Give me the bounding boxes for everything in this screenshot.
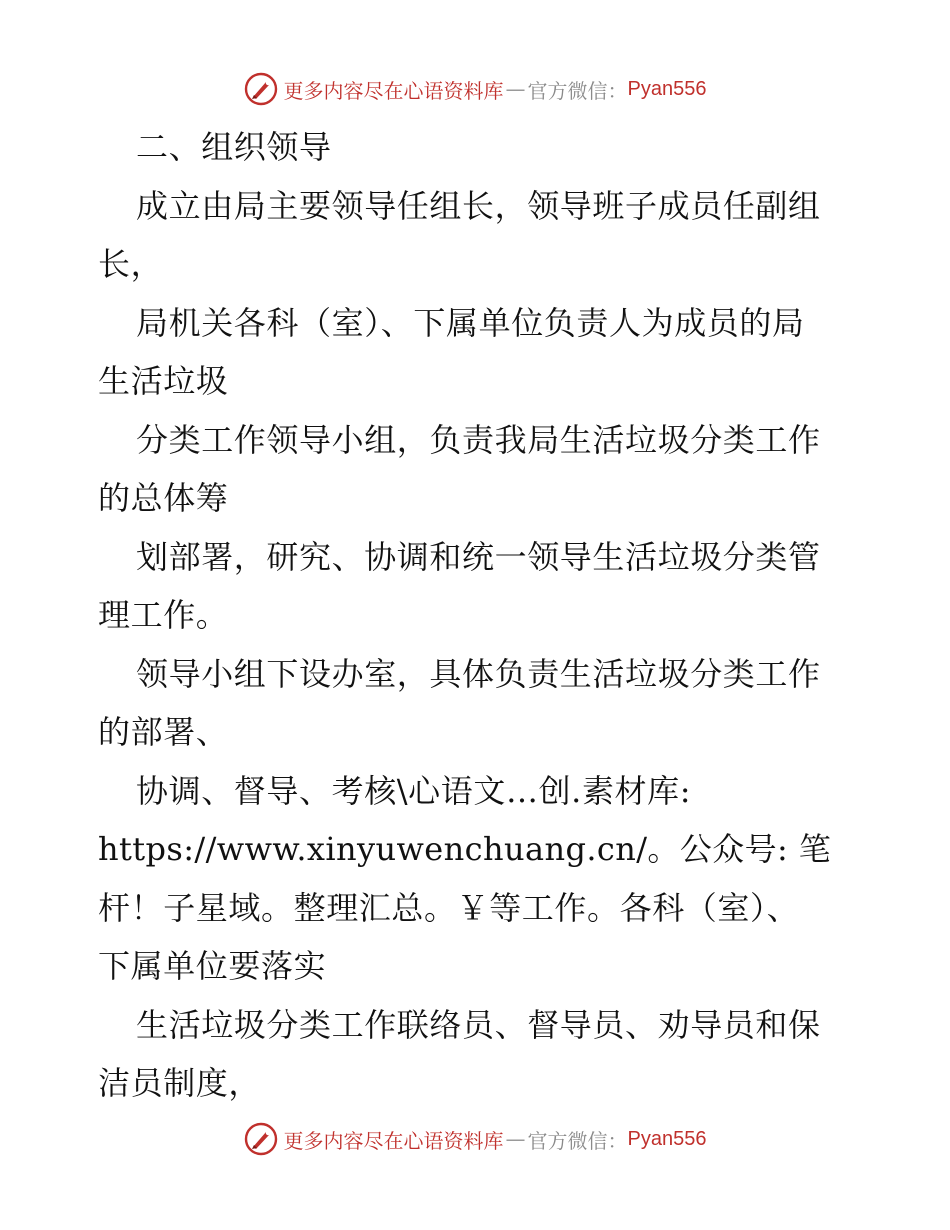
banner-dash: — bbox=[505, 1127, 526, 1151]
paragraph-line: 洁员制度， bbox=[98, 1064, 262, 1102]
header-banner bbox=[0, 72, 950, 106]
paragraph-line: 的部署、 bbox=[98, 713, 229, 751]
banner-wechat-account: Pyan556 bbox=[627, 77, 707, 100]
banner-dash: — bbox=[505, 77, 526, 101]
paragraph-line: 生活垃圾 bbox=[98, 362, 229, 400]
paragraph-line: 成立由局主要领导任组长，领导班子成员任副组 bbox=[136, 186, 821, 225]
quill-pen-logo-icon bbox=[244, 1122, 278, 1156]
paragraph-line: 划部署，研究、协调和统一领导生活垃圾分类管 bbox=[136, 537, 821, 576]
paragraph-line: 领导小组下设办室，具体负责生活垃圾分类工作 bbox=[136, 654, 821, 693]
paragraph-line: 杆！子星域。整理汇总。￥等工作。各科（室）、 bbox=[98, 888, 800, 927]
banner-lead-text: 更多内容尽在心语资料库 bbox=[283, 1128, 504, 1153]
paragraph-line: 生活垃圾分类工作联络员、督导员、劝导员和保 bbox=[136, 1005, 821, 1044]
section-heading: 二、组织领导 bbox=[136, 128, 332, 166]
paragraph-line: 下属单位要落实 bbox=[98, 947, 327, 985]
paragraph-line: 协调、督导、考核\心语文…创.素材库: bbox=[136, 771, 692, 810]
paragraph-line: 分类工作领导小组，负责我局生活垃圾分类工作 bbox=[136, 420, 821, 459]
paragraph-line: 长， bbox=[98, 245, 164, 283]
banner-wechat-account: Pyan556 bbox=[627, 1127, 707, 1150]
footer-banner bbox=[0, 1122, 950, 1156]
banner-lead-text: 更多内容尽在心语资料库 bbox=[283, 78, 504, 103]
banner-wechat-label: 官方微信： bbox=[527, 1128, 628, 1153]
paragraph-line: 局机关各科（室）、下属单位负责人为成员的局 bbox=[136, 303, 805, 342]
paragraph-line: 理工作。 bbox=[98, 596, 229, 634]
paragraph-line: 的总体筹 bbox=[98, 479, 229, 517]
banner-wechat-label: 官方微信： bbox=[527, 78, 628, 103]
paragraph-line-url: https://www.xinyuwenchuang.cn/。公众号: 笔 bbox=[98, 830, 832, 868]
document-body bbox=[98, 118, 858, 1113]
quill-pen-logo-icon bbox=[244, 72, 278, 106]
